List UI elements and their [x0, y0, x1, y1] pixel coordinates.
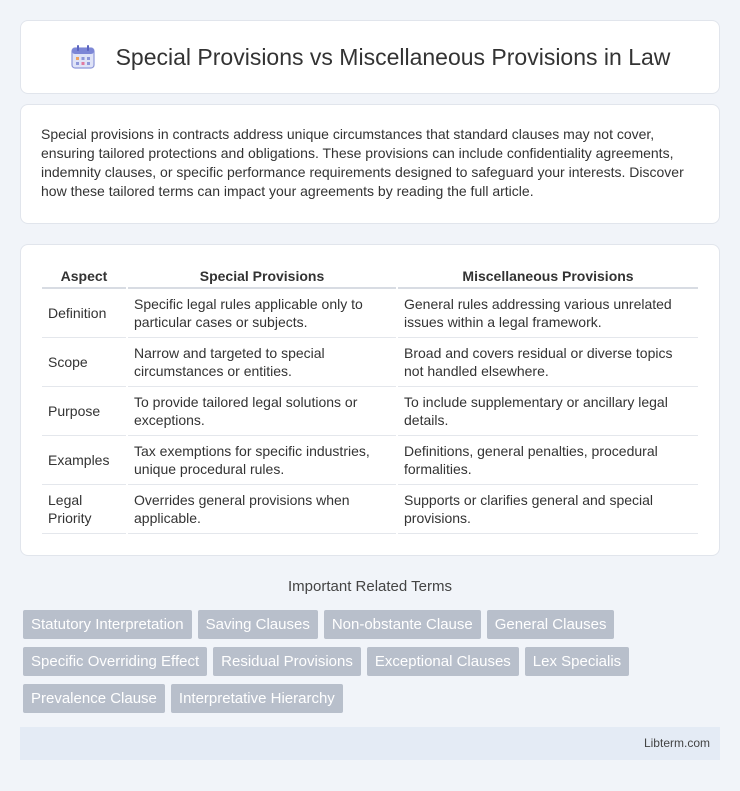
related-term-tag[interactable]: Interpretative Hierarchy [171, 684, 343, 713]
related-term-tag[interactable]: Prevalence Clause [23, 684, 165, 713]
related-term-tag[interactable]: General Clauses [487, 610, 615, 639]
table-cell: To provide tailored legal solutions or exceptions. [128, 387, 396, 436]
table-row [42, 436, 698, 485]
table-cell: Specific legal rules applicable only to particular cases or subjects. [128, 289, 396, 338]
intro-text: Special provisions in contracts address unique circumstances that standard clauses may not cover, ensuring tailored protections and obligations. These provisions can include confidentiality agreements, indemnity clauses, or specific performance requirements designed to safeguard your interests. Discover how these tailored terms can impact your agreements by reading the full article. [41, 126, 684, 199]
table-cell: Scope [42, 338, 126, 387]
footer-site-link[interactable]: Libterm.com [643, 736, 710, 750]
table-cell: Examples [42, 436, 126, 485]
related-term-tag[interactable]: Saving Clauses [198, 610, 318, 639]
related-term-tag[interactable]: Residual Provisions [213, 647, 361, 676]
table-cell: Purpose [42, 387, 126, 436]
footer [20, 727, 720, 760]
title-card [20, 20, 720, 94]
table-row [42, 485, 698, 534]
table-cell: Tax exemptions for specific industries, unique procedural rules. [128, 436, 396, 485]
comparison-table [40, 265, 700, 534]
comparison-card [20, 244, 720, 556]
related-terms-heading: Important Related Terms [288, 578, 452, 595]
table-cell: Supports or clarifies general and special provisions. [398, 485, 698, 534]
related-term-tag[interactable]: Statutory Interpretation [23, 610, 192, 639]
related-term-tag[interactable]: Lex Specialis [525, 647, 629, 676]
table-cell: Overrides general provisions when applicable. [128, 485, 396, 534]
table-row [42, 289, 698, 338]
column-header: Miscellaneous Provisions [398, 265, 698, 289]
related-term-tag[interactable]: Exceptional Clauses [367, 647, 519, 676]
related-term-tag[interactable]: Non-obstante Clause [324, 610, 481, 639]
intro-card [20, 104, 720, 224]
table-header-row [42, 265, 698, 289]
calendar-icon [70, 44, 96, 70]
table-cell: Definition [42, 289, 126, 338]
related-terms-list [23, 610, 723, 721]
table-cell: Narrow and targeted to special circumstances or entities. [128, 338, 396, 387]
table-cell: Broad and covers residual or diverse topics not handled elsewhere. [398, 338, 698, 387]
table-cell: General rules addressing various unrelated issues within a legal framework. [398, 289, 698, 338]
column-header: Aspect [42, 265, 126, 289]
page-title: Special Provisions vs Miscellaneous Provisions in Law [115, 43, 671, 70]
table-row [42, 387, 698, 436]
table-row [42, 338, 698, 387]
column-header: Special Provisions [128, 265, 396, 289]
table-cell: To include supplementary or ancillary legal details. [398, 387, 698, 436]
table-cell: Definitions, general penalties, procedural formalities. [398, 436, 698, 485]
table-cell: Legal Priority [42, 485, 126, 534]
related-term-tag[interactable]: Specific Overriding Effect [23, 647, 207, 676]
